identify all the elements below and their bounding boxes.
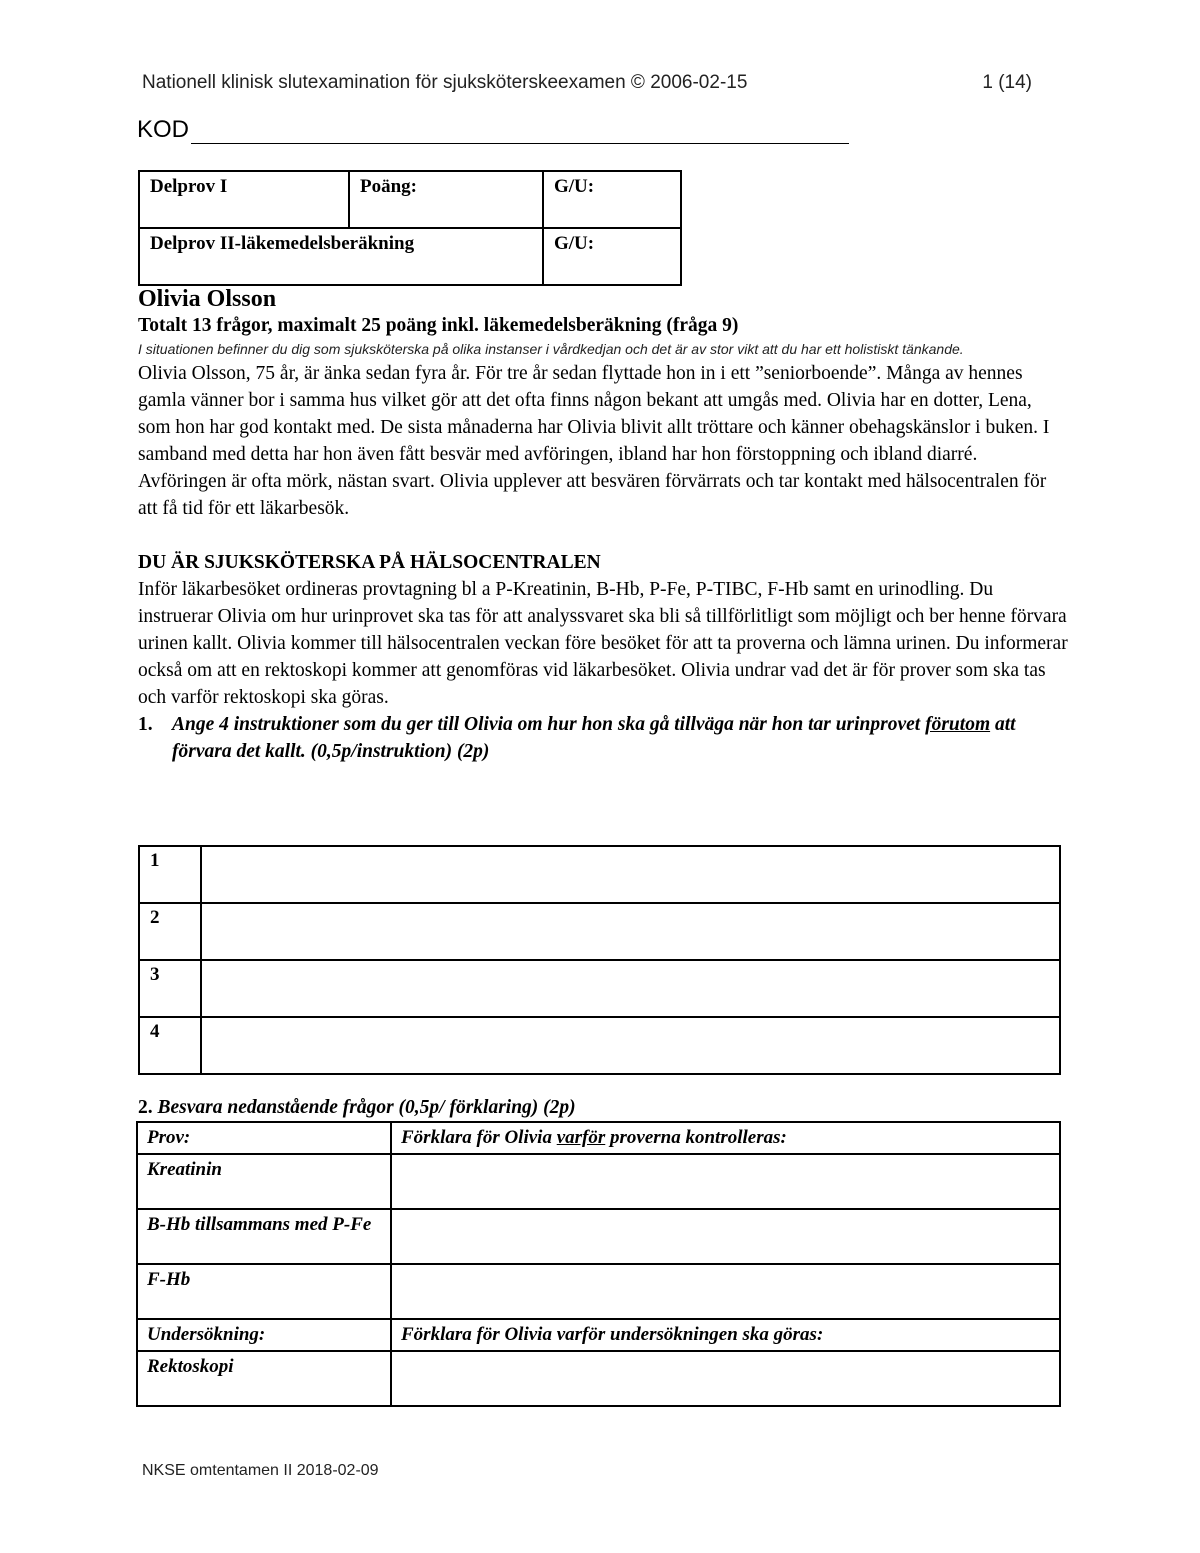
- patient-name: Olivia Olsson: [138, 286, 277, 312]
- answer-row-number: 4: [139, 1017, 201, 1074]
- prov-label: B-Hb tillsammans med P-Fe: [137, 1209, 391, 1264]
- answer-cell[interactable]: [201, 903, 1060, 960]
- answer-cell[interactable]: [201, 960, 1060, 1017]
- explain-header: Förklara för Olivia varför proverna kontrolleras:: [391, 1122, 1060, 1154]
- kod-input-line[interactable]: [191, 121, 849, 144]
- header-title: Nationell klinisk slutexamination för sjuksköterskeexamen © 2006-02-15: [142, 72, 748, 93]
- prov-header: Prov:: [137, 1122, 391, 1154]
- delprov1-cell: Delprov I: [139, 171, 349, 228]
- answer-table-q1: [138, 845, 1061, 1075]
- instruction-note: I situationen befinner du dig som sjuksköterska på olika instanser i vårdkedjan och det är av stor vikt att du har ett holistiskt tänkande.: [138, 341, 964, 357]
- answer-row-number: 3: [139, 960, 201, 1017]
- delprov2-cell: Delprov II-läkemedelsberäkning: [139, 228, 543, 285]
- score-table: [138, 170, 682, 286]
- case-section: [138, 285, 1068, 765]
- answer-row-number: 1: [139, 846, 201, 903]
- kod-field: [137, 116, 849, 144]
- answer-row: [139, 903, 1060, 960]
- answer-row: [139, 960, 1060, 1017]
- exam-summary: Totalt 13 frågor, maximalt 25 poäng inkl. läkemedelsberäkning (fråga 9): [138, 315, 739, 336]
- gu2-cell[interactable]: G/U:: [543, 228, 681, 285]
- page-footer: NKSE omtentamen II 2018-02-09: [142, 1462, 379, 1479]
- section-heading: DU ÄR SJUKSKÖTERSKA PÅ HÄLSOCENTRALEN: [138, 552, 601, 573]
- answer-row: [139, 1017, 1060, 1074]
- kod-label: KOD: [137, 116, 190, 143]
- undersokning-header: Undersökning:: [137, 1319, 391, 1351]
- answer-row: [139, 846, 1060, 903]
- question-2-text: Besvara nedanstående frågor (0,5p/ förklaring) (2p): [157, 1097, 576, 1118]
- prov-label: Kreatinin: [137, 1154, 391, 1209]
- answer-cell[interactable]: [391, 1209, 1060, 1264]
- question-2-number: 2.: [138, 1097, 153, 1118]
- answer-cell[interactable]: [391, 1154, 1060, 1209]
- prov-label: F-Hb: [137, 1264, 391, 1319]
- question-1-number: 1.: [138, 714, 153, 735]
- answer-row-number: 2: [139, 903, 201, 960]
- question-1-text: Ange 4 instruktioner som du ger till Olivia om hur hon ska gå tillväga när hon tar urinprovet förutom att förvara det kallt. (0,5p/instruktion) (2p): [172, 714, 1016, 762]
- question-1: [138, 711, 1068, 765]
- answer-cell[interactable]: [391, 1264, 1060, 1319]
- answer-cell[interactable]: [201, 846, 1060, 903]
- exam-label: Rektoskopi: [137, 1351, 391, 1406]
- section-text: Inför läkarbesöket ordineras provtagning bl a P-Kreatinin, B-Hb, P-Fe, P-TIBC, F-Hb samt en urinodling. Du instruerar Olivia om hur urinprovet ska tas för att analyssvaret ska bli så tillförlitligt som möjligt och ber henne förvara urinen kallt. Olivia kommer till hälsocentralen veckan före besöket för att ta proverna och lämna urinen. Du informerar också om att en rektoskopi kommer att genomföras vid läkarbesöket. Olivia undrar vad det är för prover som ska tas och varför rektoskopi ska göras.: [138, 579, 1068, 708]
- case-intro: Olivia Olsson, 75 år, är änka sedan fyra år. För tre år sedan flyttade hon in i ett ”seniorboende”. Många av hennes gamla vänner bor i samma hus vilket gör att det ofta finns någon bekant att umgås med. Olivia har en dotter, Lena, som hon har god kontakt med. De sista månaderna har Olivia blivit allt tröttare och känner obehagskänslor i buken. I samband med detta har hon även fått besvär med avföringen, ibland har hon förstoppning och ibland diarré. Avföringen är ofta mörk, nästan svart. Olivia upplever att besvären förvärrats och tar kontakt med hälsocentralen för att få tid för ett läkarbesök.: [138, 363, 1050, 519]
- answer-cell[interactable]: [201, 1017, 1060, 1074]
- question-2: [138, 1096, 576, 1120]
- page-header: [142, 72, 1032, 96]
- explain-exam-header: Förklara för Olivia varför undersökningen ska göras:: [391, 1319, 1060, 1351]
- answer-table-q2: [136, 1121, 1061, 1407]
- poang-cell[interactable]: Poäng:: [349, 171, 543, 228]
- page-number: 1 (14): [982, 72, 1032, 93]
- gu1-cell[interactable]: G/U:: [543, 171, 681, 228]
- answer-cell[interactable]: [391, 1351, 1060, 1406]
